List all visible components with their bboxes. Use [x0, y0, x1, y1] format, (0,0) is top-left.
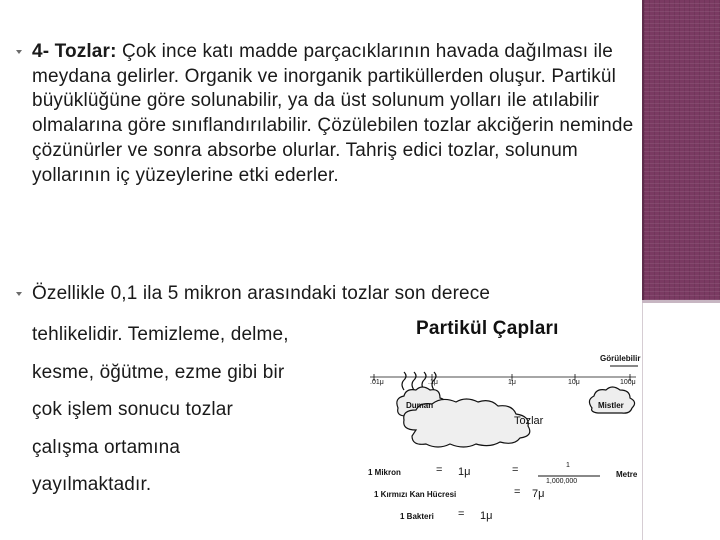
decorative-side-panel	[642, 303, 720, 540]
scale-tick-label: 1μ	[508, 379, 516, 386]
paragraph-body: Çok ince katı madde parçacıklarının havada dağılması ile meydana gelirler. Organik ve inorganik partiküllerden oluşur. Partikül büyüklüğüne göre solunabilir, ya da üst solunum yolları ile atılabilir olmalarına göre sınıflandırılabilir. Çözülebilen tozlar akciğerin neminde çözünürler ve sonra absorbe olurlar. Tahriş edici tozlar, solunum yollarının iç yüzeylerine etki ederler.	[32, 41, 634, 186]
smoke-label: Duman	[406, 401, 434, 410]
paragraph-lead: 4- Tozlar:	[32, 41, 117, 62]
rbc-label: 1 Kırmızı Kan Hücresi	[374, 490, 457, 499]
dust-label: Tozlar	[514, 415, 544, 427]
paragraph-line: kesme, öğütme, ezme gibi bir	[32, 361, 285, 383]
paragraph-line: tehlikelidir. Temizleme, delme,	[32, 324, 289, 345]
scale-tick-label: 10μ	[568, 379, 580, 386]
bullet-icon	[16, 292, 22, 296]
micron-label: 1 Mikron	[368, 468, 401, 477]
mist-label: Mistler	[598, 401, 624, 410]
paragraph-tozlar	[32, 40, 637, 188]
equals-sign: =	[514, 486, 521, 498]
paragraph-line: çok işlem sonucu tozlar	[32, 399, 233, 420]
particle-size-figure	[360, 304, 642, 540]
metre-label: Metre	[616, 470, 638, 479]
fraction-numerator: 1	[566, 462, 570, 469]
scale-tick-label: 100μ	[620, 379, 636, 386]
smoke-wisp-icon	[412, 372, 416, 390]
bacteria-label: 1 Bakteri	[400, 512, 434, 521]
rbc-value: 7μ	[532, 488, 545, 500]
paragraph-particle-size-line: Özellikle 0,1 ila 5 mikron arasındaki tozlar son derece	[32, 283, 491, 304]
paragraph-particle-size	[32, 316, 289, 504]
fraction-denominator: 1,000,000	[546, 478, 578, 485]
bacteria-value: 1μ	[480, 510, 493, 522]
equals-sign: =	[436, 464, 443, 476]
scale-tick-label: .01μ	[370, 379, 384, 386]
micron-value: 1μ	[458, 466, 471, 478]
figure-title: Partikül Çapları	[416, 318, 559, 339]
equals-sign: =	[458, 508, 465, 520]
paragraph-line: çalışma ortamına	[32, 436, 181, 458]
equals-sign: =	[512, 464, 519, 476]
smoke-wisp-icon	[402, 372, 406, 390]
bullet-icon	[16, 50, 22, 54]
paragraph-line: yayılmaktadır.	[32, 474, 152, 495]
decorative-side-band	[642, 0, 720, 300]
visible-label: Görülebilir	[600, 354, 641, 363]
scale-tick-label: .1μ	[428, 379, 438, 386]
